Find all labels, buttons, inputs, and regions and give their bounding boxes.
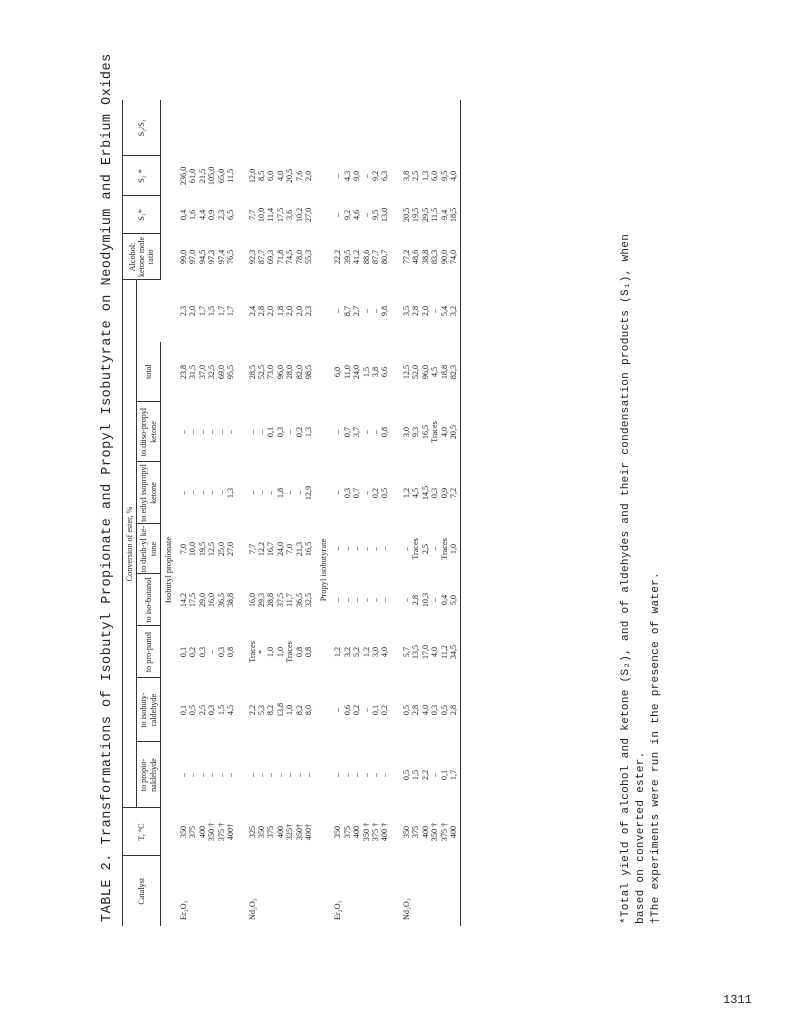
data-cell: 12,5 52,0 96,0 4,5 18,8 82,3: [401, 364, 458, 380]
header-s2: S₂ *: [123, 156, 161, 196]
temperature-cell: 350 375 400 350 † 375 † 400: [401, 822, 458, 842]
data-cell: – – – 1,8 – – 12,9: [247, 485, 314, 501]
section-title-isobutyl-propionate: Isobutyl propionate: [163, 536, 174, 604]
table-row: [400, 100, 461, 926]
table-row: [331, 100, 392, 926]
data-cell: 92,3 87,7 69,3 71,8 74,5 78,0 55,3: [247, 249, 314, 265]
data-cell: – 0,7 3,7 – – 0,8: [333, 426, 390, 438]
temperature-cell: 325 350 375 400 325† 350† 400†: [247, 823, 314, 841]
header-conversion: Conversion of ester, %: [123, 280, 137, 808]
data-cell: 22,2 39,5 41,2 88,6 87,7 80,7: [333, 249, 390, 265]
table-row: [177, 100, 238, 926]
table-caption: TABLE 2. Transformations of Isobutyl Propionate and Propyl Isobutyrate on Neodymium and Erbium Oxides: [100, 53, 115, 922]
section-title-propyl-isobutyrate: Propyl isobutyrate: [317, 538, 328, 602]
data-cell: – – – – – –: [333, 546, 390, 552]
footnote-dagger: †The experiments were run in the presence of water.: [650, 572, 662, 924]
data-cell: 0,1 0,2 0,3 – 0,3 0,8: [179, 646, 236, 658]
data-cell: – – – – – –: [333, 597, 390, 603]
data-cell: Traces * 1,0 1,0 Traces 0,8 0,8: [247, 641, 314, 663]
data-cell: 23,8 31,5 37,0 32,5 69,0 95,5: [179, 364, 236, 380]
data-cell: – 0,6 0,2 – 0,1 0,2: [333, 704, 390, 716]
data-cell: 28,5 52,5 73,0 96,0 28,0 82,0 98,5: [247, 364, 314, 380]
header-ethyl-isopropyl-ketone: to ethyl isopropyl ketone: [137, 462, 161, 524]
data-cell: 0,5 2,8 4,0 0,3 0,5 2,8: [401, 704, 458, 716]
data-cell: 0,1 0,5 2,5 0,3 1,5 4,5: [179, 704, 236, 716]
data-cell: – – – – – 1,3: [179, 487, 236, 499]
data-cell: – – – – – – –: [247, 772, 314, 778]
data-cell: 3,5 2,8 2,0 – 5,4 3,2: [401, 305, 458, 317]
data-cell: – – – – – –: [179, 429, 236, 435]
header-isobutanol: to iso-butanol: [137, 574, 161, 626]
temperature-cell: 350 375 400 350 † 375 † 400 †: [333, 822, 390, 842]
data-cell: 77,2 48,6 38,8 83,3 90,0 74,0: [401, 249, 458, 265]
table-row: [246, 100, 316, 926]
footnote-star-line2: based on converted ester.: [635, 751, 647, 924]
data-cell: – 9,2 4,6 – 9,5 13,0: [333, 207, 390, 223]
data-cell: 1,2 3,2 5,2 1,2 3,0 4,0: [333, 646, 390, 658]
header-ratio: Alcohol: ketone mole ratio: [123, 234, 161, 280]
data-cell: – – 0,1 0,3 – 0,2 1,3: [247, 426, 314, 438]
header-total: total: [137, 342, 161, 402]
header-s1: S₁*: [123, 196, 161, 234]
data-cell: 0,4 1,6 4,4 0,9 2,3 6,5: [179, 209, 236, 221]
data-cell: 2,2 5,3 8,2 13,8 1,0 8,2 8,0: [247, 702, 314, 718]
data-cell: – Traces 2,5 – Traces 1,0: [401, 538, 458, 560]
header-propanol: to pro-panol: [137, 626, 161, 678]
header-propionaldehyde: to propio-naldehyde: [137, 742, 161, 808]
catalyst-cell: Nd₂O₃: [247, 898, 257, 920]
temperature-cell: 350 375 400 350 † 375 † 400†: [179, 822, 236, 842]
data-cell: 3,0 9,3 16,5 Traces 4,0 20,5: [401, 421, 458, 443]
data-cell: – 0,3 0,7 – 0,2 0,5: [333, 487, 390, 499]
data-cell: 1,2 4,5 14,5 0,3 0,9 7,2: [401, 485, 458, 501]
data-cell: 99,0 97,0 94,5 97,3 97,4 76,5: [179, 249, 236, 265]
data-cell: 20,5 19,5 29,5 11,5 9,4 18,5: [401, 207, 458, 223]
data-cell: 7,7 10,0 11,4 17,5 3,6 10,2 27,0: [247, 207, 314, 223]
data-cell: 0,5 1,5 2,2 – 0,1 1,7: [401, 769, 458, 781]
data-cell: 3,8 2,5 1,3 6,0 9,5 4,0: [401, 170, 458, 182]
data-cell: 16,0 29,3 28,8 37,5 11,7 36,5 32,5: [247, 592, 314, 608]
header-isobutyraldehyde: to isobuty-raldehyde: [137, 678, 161, 742]
data-cell: – – – – – –: [179, 772, 236, 778]
header-diethyl-ketone: to dieth-yl ke-tone: [137, 524, 161, 574]
data-cell: 5,7 13,5 17,0 4,0 11,2 34,5: [401, 644, 458, 660]
data-cell: – 4,3 9,0 – 9,2 6,3: [333, 170, 390, 182]
data-cell: 236,0 61,0 21,5 105,0 65,0 11,5: [179, 166, 236, 186]
data-cell: 6,0 11,0 24,0 1,5 3,8 6,6: [333, 364, 390, 380]
header-diisopropyl-ketone: to diiso-propyl ketone: [137, 402, 161, 462]
footnote-star-line1: *Total yield of alcohol and ketone (S₂), and of aldehydes and their condensation products (S₁), when: [620, 233, 632, 924]
data-cell: 14,2 17,5 29,0 16,0 36,5 38,8: [179, 592, 236, 608]
header-temperature: T, °C: [123, 808, 161, 856]
data-cell: 2,4 2,8 2,0 1,8 2,0 2,0 2,3: [247, 305, 314, 317]
data-cell: 7,7 12,2 16,7 24,0 7,0 21,3 16,5: [247, 541, 314, 557]
rotated-table-page: [100, 53, 680, 940]
header-s2-s1: S₂/S₁: [123, 100, 161, 156]
data-cell: – 2,8 10,3 – 0,4 5,0: [401, 592, 458, 608]
data-table: [122, 100, 461, 926]
data-cell: – 8,7 2,7 – – 9,8: [333, 305, 390, 317]
data-cell: 7,0 10,0 19,5 12,5 25,0 27,0: [179, 541, 236, 557]
data-cell: 12,0 8,5 6,0 4,0 20,5 7,6 2,0: [247, 168, 314, 184]
catalyst-cell: Er₂O₃: [179, 900, 189, 920]
data-cell: – – – – – –: [333, 772, 390, 778]
catalyst-cell: Nd₂O₃: [401, 898, 411, 920]
data-cell: 2,3 2,0 1,7 1,5 1,7 1,7: [179, 305, 236, 317]
page-number: 1311: [723, 993, 752, 1007]
header-catalyst: Catalyst: [123, 856, 161, 926]
catalyst-cell: Er₂O₃: [333, 900, 343, 920]
